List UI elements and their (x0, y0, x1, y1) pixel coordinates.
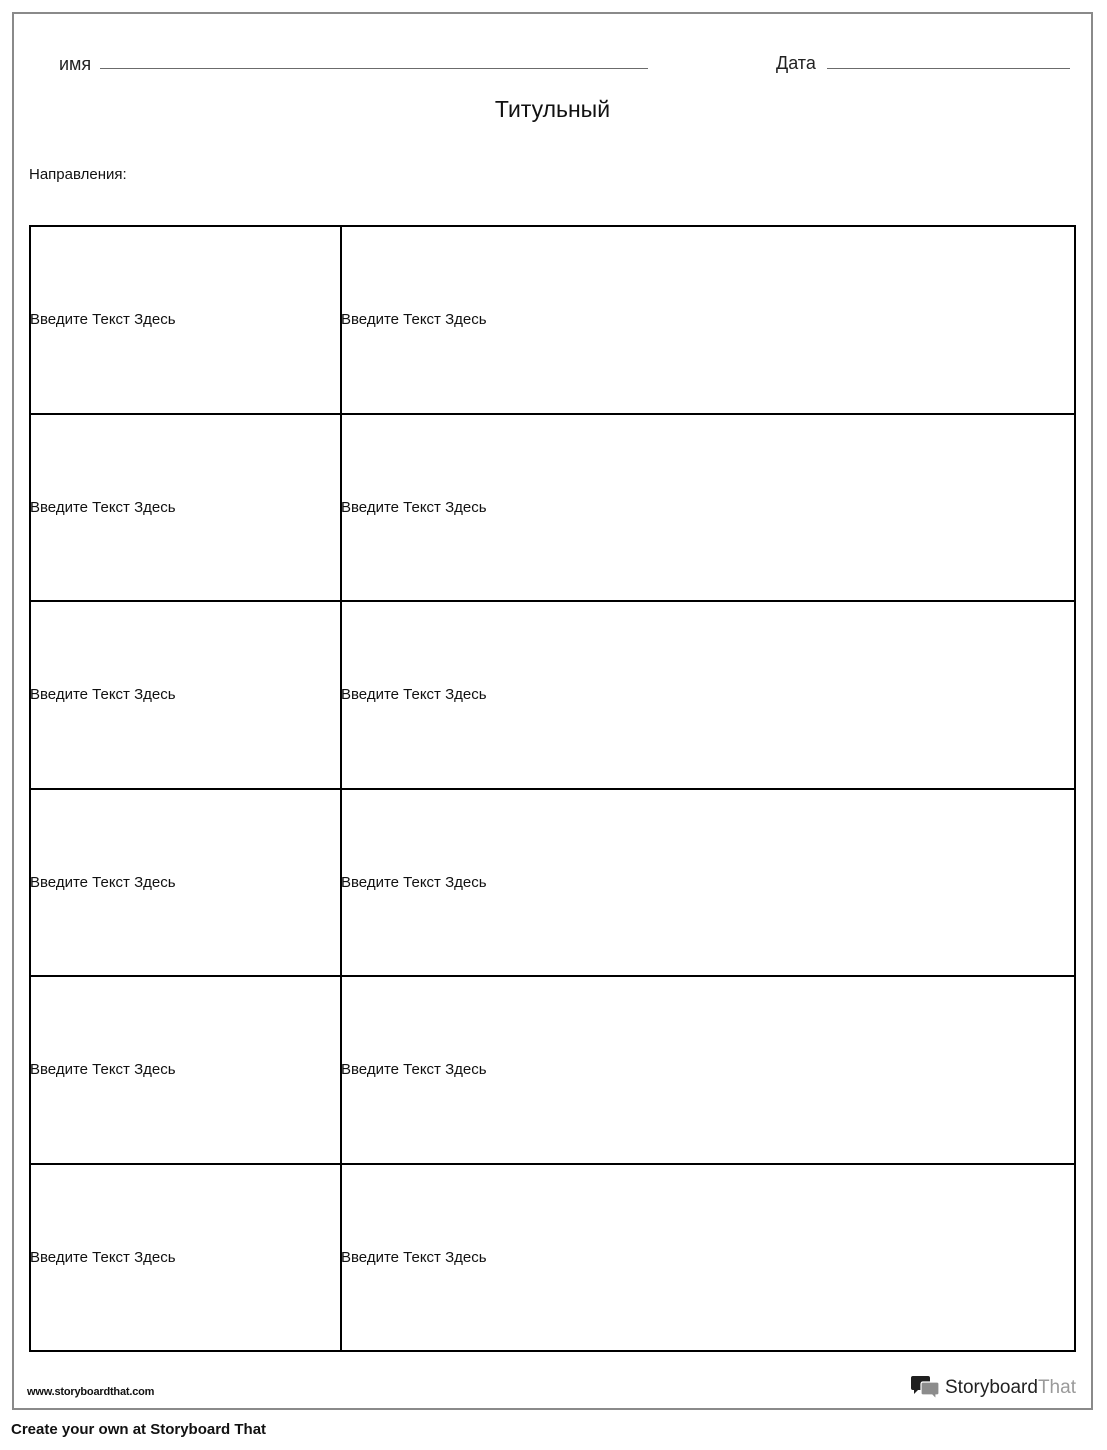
worksheet-table (29, 225, 1076, 1352)
cell-text[interactable]: Введите Текст Здесь (341, 1061, 487, 1079)
table-row (30, 226, 1075, 414)
table-cell[interactable] (341, 976, 1075, 1164)
table-cell[interactable] (341, 1164, 1075, 1352)
name-label: имя (59, 54, 92, 74)
footer-url: www.storyboardthat.com (27, 1386, 155, 1398)
table-cell[interactable] (341, 414, 1075, 602)
worksheet-page (12, 12, 1093, 1410)
name-field[interactable] (100, 68, 648, 69)
cell-text[interactable]: Введите Текст Здесь (341, 873, 487, 891)
cell-text[interactable]: Введите Текст Здесь (341, 498, 487, 516)
cell-text[interactable]: Введите Текст Здесь (341, 1248, 487, 1266)
speech-bubbles-icon (909, 1375, 941, 1401)
table-row (30, 789, 1075, 977)
table-cell[interactable] (30, 976, 341, 1164)
cell-text[interactable]: Введите Текст Здесь (30, 873, 176, 891)
date-field[interactable] (827, 68, 1070, 69)
cell-text[interactable]: Введите Текст Здесь (341, 686, 487, 704)
date-label: Дата (776, 53, 816, 73)
table-row (30, 976, 1075, 1164)
storyboardthat-logo (909, 1374, 1076, 1402)
cell-text[interactable]: Введите Текст Здесь (341, 311, 487, 329)
page-title[interactable]: Титульный (494, 96, 611, 122)
cell-text[interactable]: Введите Текст Здесь (30, 1248, 176, 1266)
cell-text[interactable]: Введите Текст Здесь (30, 686, 176, 704)
table-cell[interactable] (30, 789, 341, 977)
table-cell[interactable] (30, 226, 341, 414)
table-cell[interactable] (30, 601, 341, 789)
table-row (30, 1164, 1075, 1352)
logo-text-that: That (1037, 1377, 1076, 1398)
directions-label[interactable]: Направления: (29, 166, 127, 183)
cell-text[interactable]: Введите Текст Здесь (30, 311, 176, 329)
cell-text[interactable]: Введите Текст Здесь (30, 498, 176, 516)
table-row (30, 414, 1075, 602)
table-cell[interactable] (341, 226, 1075, 414)
cell-text[interactable]: Введите Текст Здесь (30, 1061, 176, 1079)
table-cell[interactable] (341, 601, 1075, 789)
table-cell[interactable] (30, 1164, 341, 1352)
logo-text-storyboard: Storyboard (945, 1377, 1038, 1398)
table-cell[interactable] (341, 789, 1075, 977)
table-cell[interactable] (30, 414, 341, 602)
table-row (30, 601, 1075, 789)
create-your-own-link[interactable]: Create your own at Storyboard That (11, 1421, 267, 1438)
